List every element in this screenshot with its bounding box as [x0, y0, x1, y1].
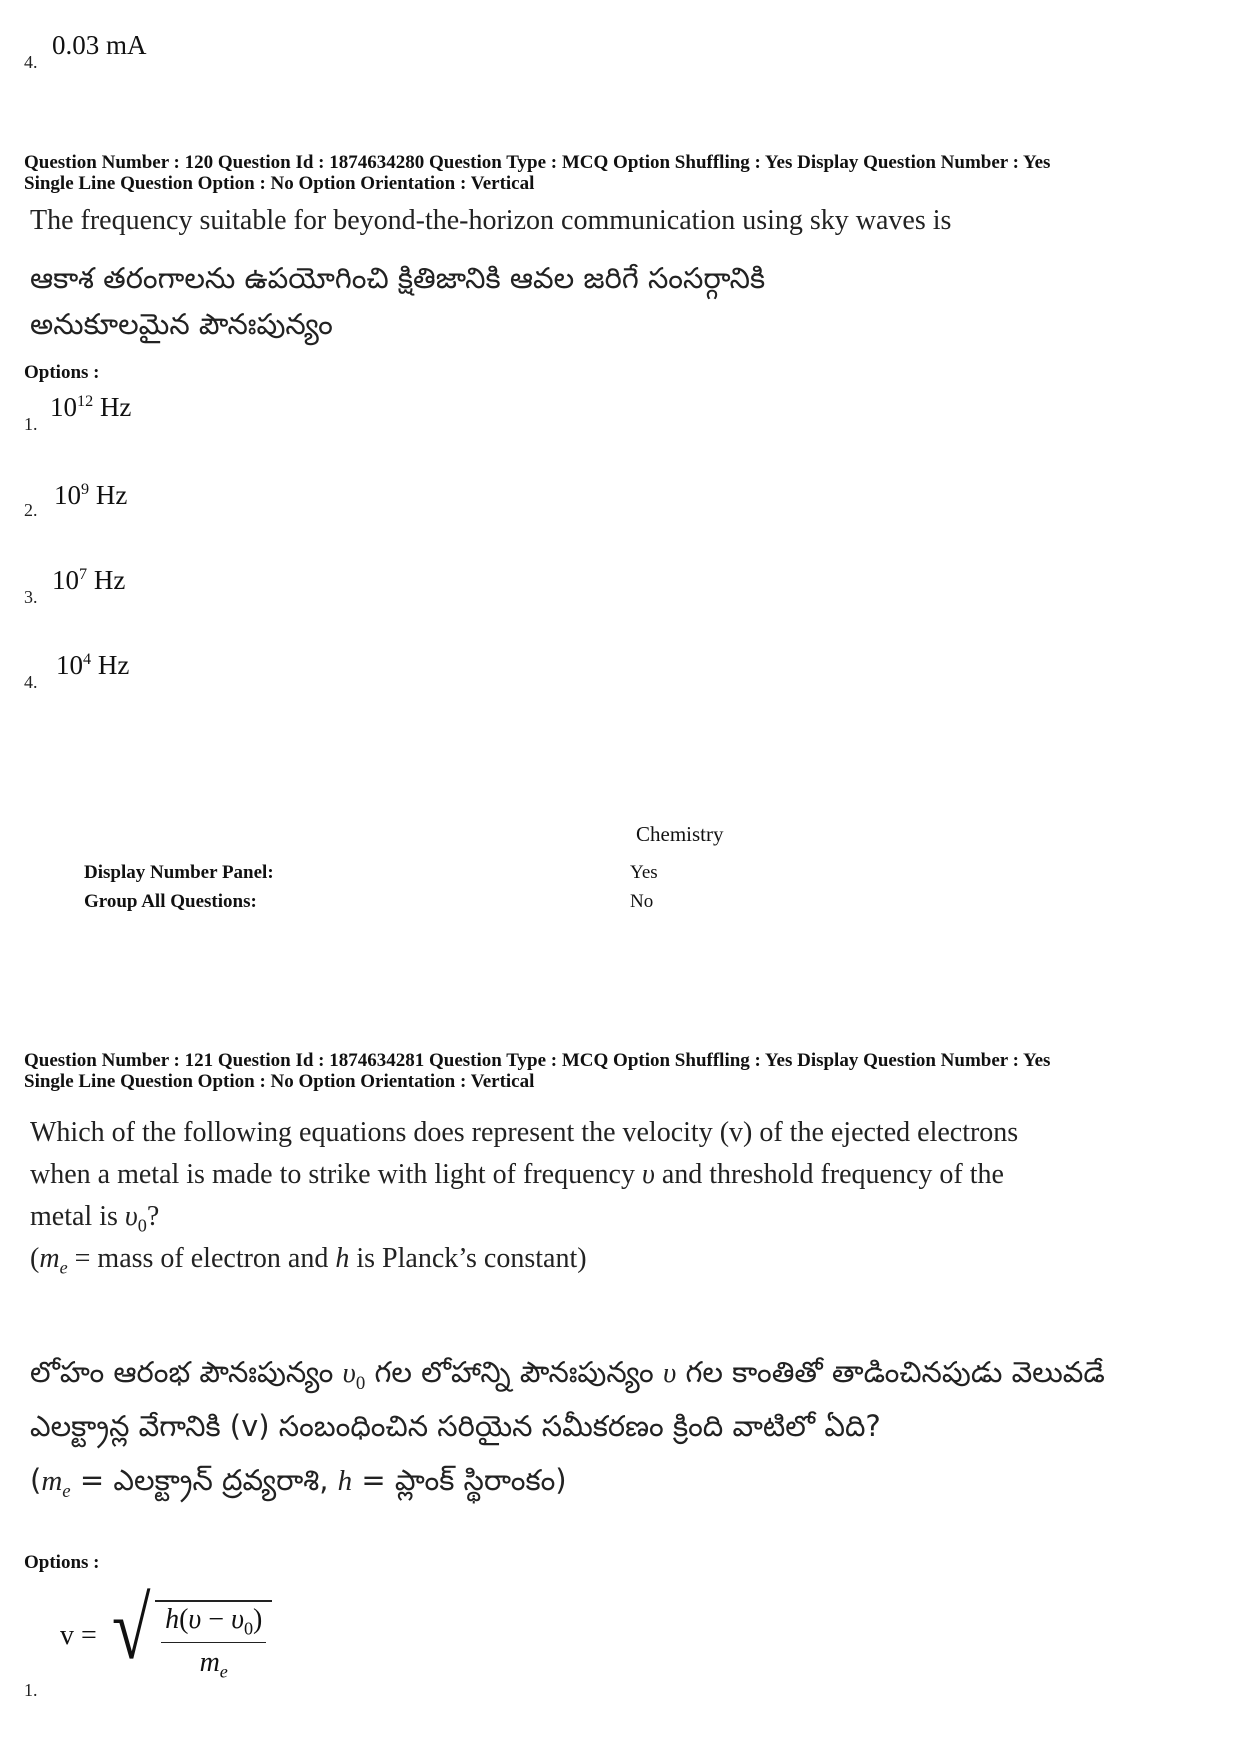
option-text: 0.03 mA	[52, 30, 147, 60]
group-all-questions-value: No	[630, 891, 654, 912]
option-2-text: $10^9$ Hz	[54, 480, 128, 510]
option-3-text: $10^7$ Hz	[52, 565, 126, 595]
question-text-te-line3: ($m_e$ = ఎలక్ట్రాన్ ద్రవ్యరాశి, h = ప్లాంక్ స్థిరాంకం)	[30, 1463, 567, 1502]
question-text-te-line2: అనుకూలమైన పౌనఃపున్యం	[30, 307, 333, 341]
option-number: 1.	[24, 414, 38, 434]
options-label: Options :	[24, 1552, 100, 1573]
question-meta-line1: Question Number : 120 Question Id : 1874634280 Question Type : MCQ Option Shuffling : Yes Display Question Number : Yes	[24, 152, 1051, 173]
question-text-te-line2: ఎలక్ట్రాన్ల వేగానికి (v) సంబంధించిన సరియైన సమీకరణం క్రింది వాటిలో ఏది?	[30, 1409, 881, 1443]
fraction-denominator: $m_e$	[199, 1646, 228, 1682]
option-1-equation	[60, 1581, 272, 1682]
question-text-te-line1: ఆకాశ తరంగాలను ఉపయోగించి క్షితిజానికి ఆవల జరిగే సంసర్గానికి	[30, 261, 766, 295]
section-title: Chemistry	[636, 822, 724, 846]
fraction-numerator: $h(\upsilon - \upsilon_0)$	[161, 1604, 266, 1643]
question-meta-line2: Single Line Question Option : No Option Orientation : Vertical	[24, 1071, 535, 1092]
question-meta-line1: Question Number : 121 Question Id : 1874634281 Question Type : MCQ Option Shuffling : Yes Display Question Number : Yes	[24, 1050, 1051, 1071]
option-1-text: $10^{12}$ Hz	[50, 392, 132, 422]
option-number: 4.	[24, 52, 38, 72]
option-4-text: $10^4$ Hz	[56, 650, 130, 680]
display-number-panel-value: Yes	[630, 862, 658, 883]
question-text-en-line1: Which of the following equations does represent the velocity (v) of the ejected electrons	[30, 1117, 1019, 1148]
square-root: √ $\frac{h(\upsilon - \upsilon_0)}{m_e}$	[107, 1590, 273, 1682]
question-text-en-line3: metal is $\upsilon_0$?	[30, 1201, 160, 1236]
question-text-en-line4: ($m_e$ = mass of electron and h is Planck’s constant)	[30, 1243, 587, 1278]
option-number: 2.	[24, 500, 38, 520]
option-number: 4.	[24, 672, 38, 692]
question-meta-line2: Single Line Question Option : No Option Orientation : Vertical	[24, 173, 535, 194]
question-text-te-line1: లోహం ఆరంభ పౌనఃపున్యం $\upsilon_0$ గల లోహాన్ని పౌనఃపున్యం υ గల కాంతితో తాడించినపుడు వెలువడే	[30, 1355, 1105, 1394]
options-label: Options :	[24, 362, 100, 383]
option-number: 3.	[24, 587, 38, 607]
question-text-en: The frequency suitable for beyond-the-horizon communication using sky waves is	[30, 205, 952, 236]
display-number-panel-label: Display Number Panel:	[84, 862, 274, 883]
question-text-en-line2: when a metal is made to strike with light of frequency υ and threshold frequency of the	[30, 1159, 1004, 1190]
option-number: 1.	[24, 1680, 38, 1700]
group-all-questions-label: Group All Questions:	[84, 891, 257, 912]
equation-lhs: v =	[60, 1620, 97, 1652]
